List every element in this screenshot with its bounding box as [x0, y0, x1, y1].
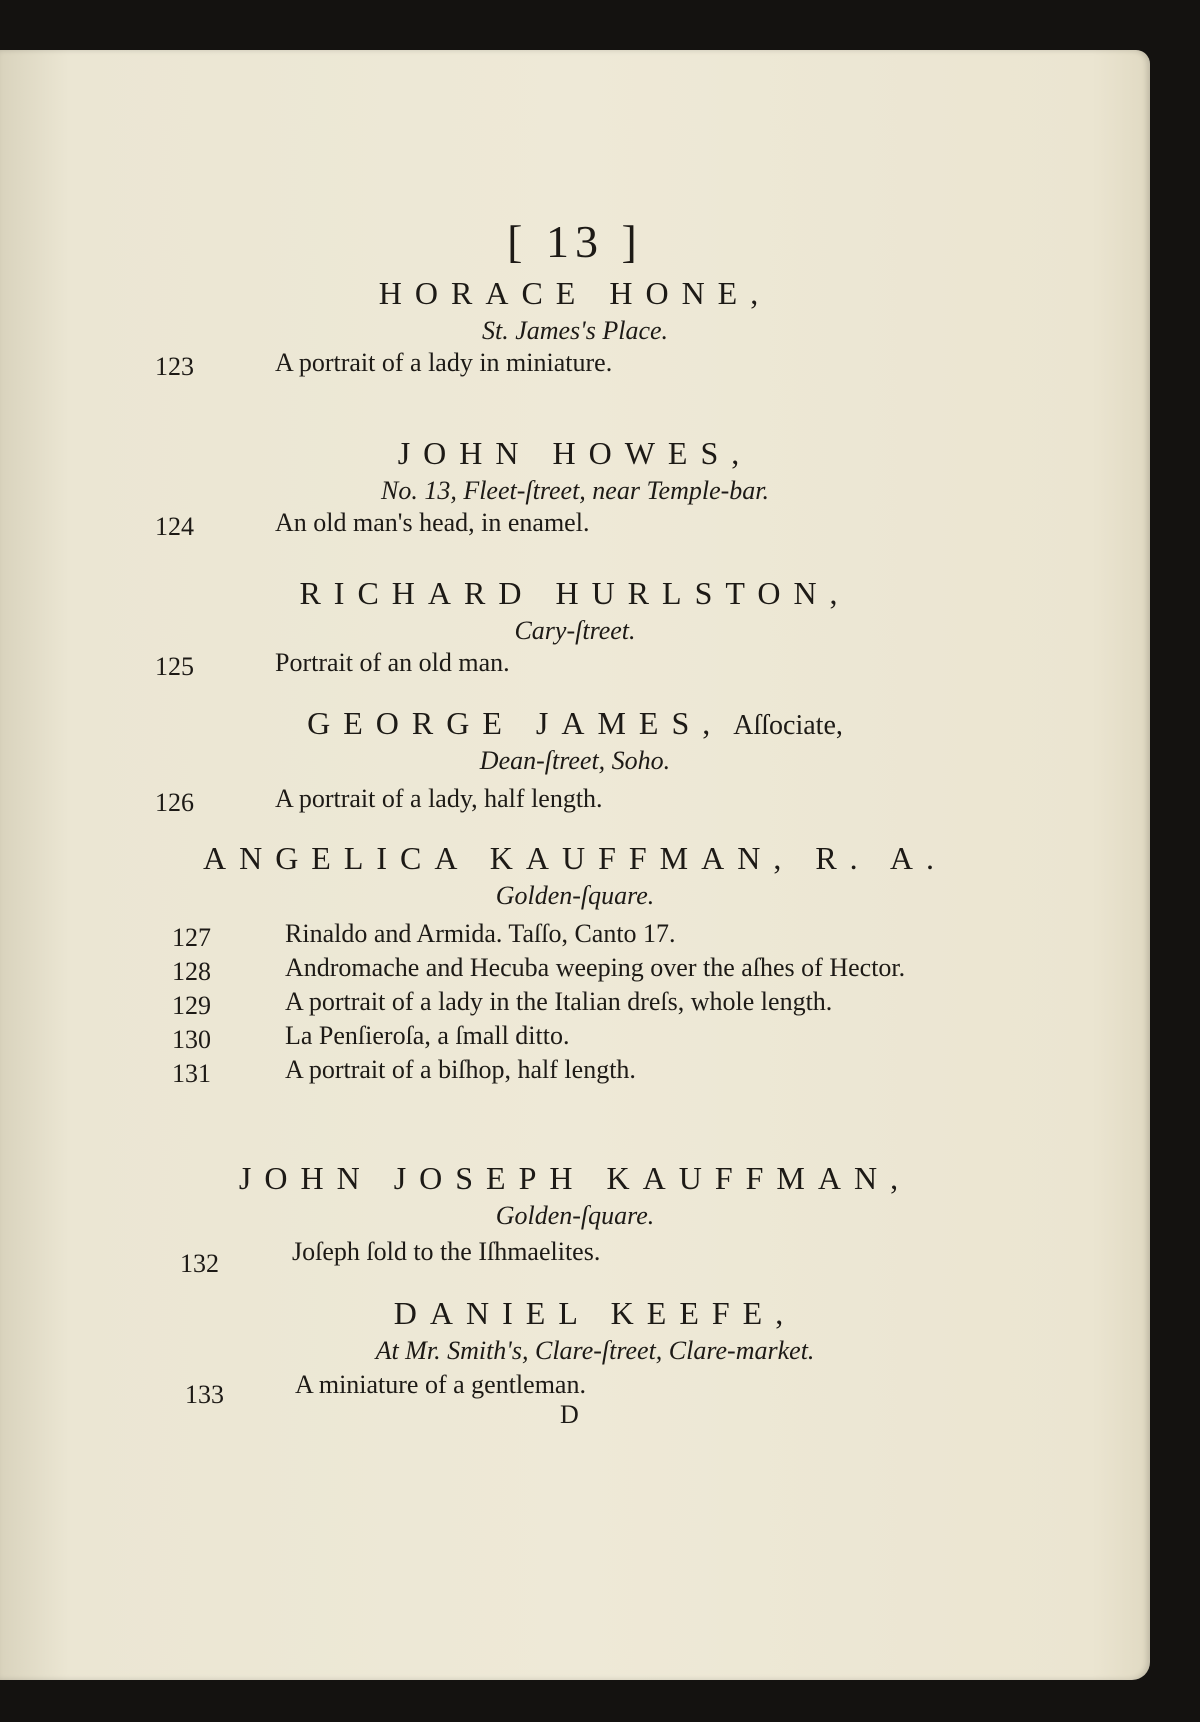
catalogue-number: 133	[185, 1380, 224, 1409]
catalogue-item	[0, 506, 1150, 540]
work-title: Rinaldo and Armida. Taſſo, Canto 17.	[285, 919, 676, 948]
artist-address: At Mr. Smith's, Clare-ſtreet, Clare-market.	[375, 1336, 815, 1365]
catalogue-item	[0, 917, 1150, 951]
page-number: [ 13 ]	[507, 216, 643, 267]
catalogue-number: 123	[155, 352, 194, 381]
catalogue-number: 132	[180, 1249, 219, 1278]
artist-address: No. 13, Fleet-ſtreet, near Temple-bar.	[380, 476, 770, 505]
catalogue-item	[0, 1235, 1150, 1278]
catalogue-number: 125	[155, 652, 194, 681]
catalogue-item	[0, 1053, 1150, 1087]
artist-entry	[0, 1295, 1150, 1409]
work-title: A portrait of a lady, half length.	[275, 784, 603, 813]
artist-entry	[0, 435, 1150, 540]
catalogue-item	[0, 951, 1150, 985]
work-title: Portrait of an old man.	[275, 648, 510, 677]
work-title: Andromache and Hecuba weeping over the aſhes of Hector.	[285, 953, 906, 982]
artist-address: Golden-ſquare.	[495, 1201, 655, 1230]
book-page	[0, 50, 1150, 1680]
artist-name: JOHN HOWES,	[397, 435, 753, 471]
artist-name: GEORGE JAMES,	[307, 705, 724, 741]
catalogue-number: 124	[155, 512, 194, 541]
artist-address: Golden-ſquare.	[495, 881, 655, 910]
work-title: A portrait of a lady in miniature.	[275, 348, 613, 377]
catalogue-number: 128	[172, 957, 211, 986]
artist-entry	[0, 1160, 1150, 1278]
artist-address: St. James's Place.	[481, 316, 669, 345]
artist-entry	[0, 575, 1150, 680]
artist-entry	[0, 840, 1150, 1087]
artist-status: Aſſociate,	[733, 710, 843, 741]
catalogue-item	[0, 346, 1150, 380]
artist-address: Dean-ſtreet, Soho.	[479, 746, 671, 775]
catalogue-item	[0, 985, 1150, 1019]
catalogue-number: 130	[172, 1025, 211, 1054]
catalogue-item	[0, 1368, 1150, 1409]
work-title: A portrait of a biſhop, half length.	[285, 1055, 636, 1084]
catalogue-number: 127	[172, 923, 211, 952]
artist-name-line	[0, 705, 1150, 742]
catalogue-item	[0, 646, 1150, 680]
artist-entry	[0, 705, 1150, 816]
artist-name: DANIEL KEEFE,	[393, 1295, 797, 1331]
artist-name: HORACE HONE,	[378, 275, 772, 311]
catalogue-item	[0, 1019, 1150, 1053]
work-title: A miniature of a gentleman.	[295, 1370, 586, 1399]
artist-name: RICHARD HURLSTON,	[299, 575, 851, 611]
catalogue-number: 126	[155, 788, 194, 817]
catalogue-number: 129	[172, 991, 211, 1020]
work-title: Joſeph ſold to the Iſhmaelites.	[292, 1237, 601, 1266]
catalogue-number: 131	[172, 1059, 211, 1088]
catchword: D	[560, 1400, 579, 1429]
artist-address: Cary-ſtreet.	[514, 616, 636, 645]
artist-name: ANGELICA KAUFFMAN, R. A.	[202, 840, 948, 876]
work-title: An old man's head, in enamel.	[275, 508, 590, 537]
work-title: La Penſieroſa, a ſmall ditto.	[285, 1021, 570, 1050]
artist-entry	[0, 275, 1150, 380]
catalogue-item	[0, 782, 1150, 816]
work-title: A portrait of a lady in the Italian dreſs, whole length.	[285, 987, 833, 1016]
artist-name: JOHN JOSEPH KAUFFMAN,	[238, 1160, 912, 1196]
